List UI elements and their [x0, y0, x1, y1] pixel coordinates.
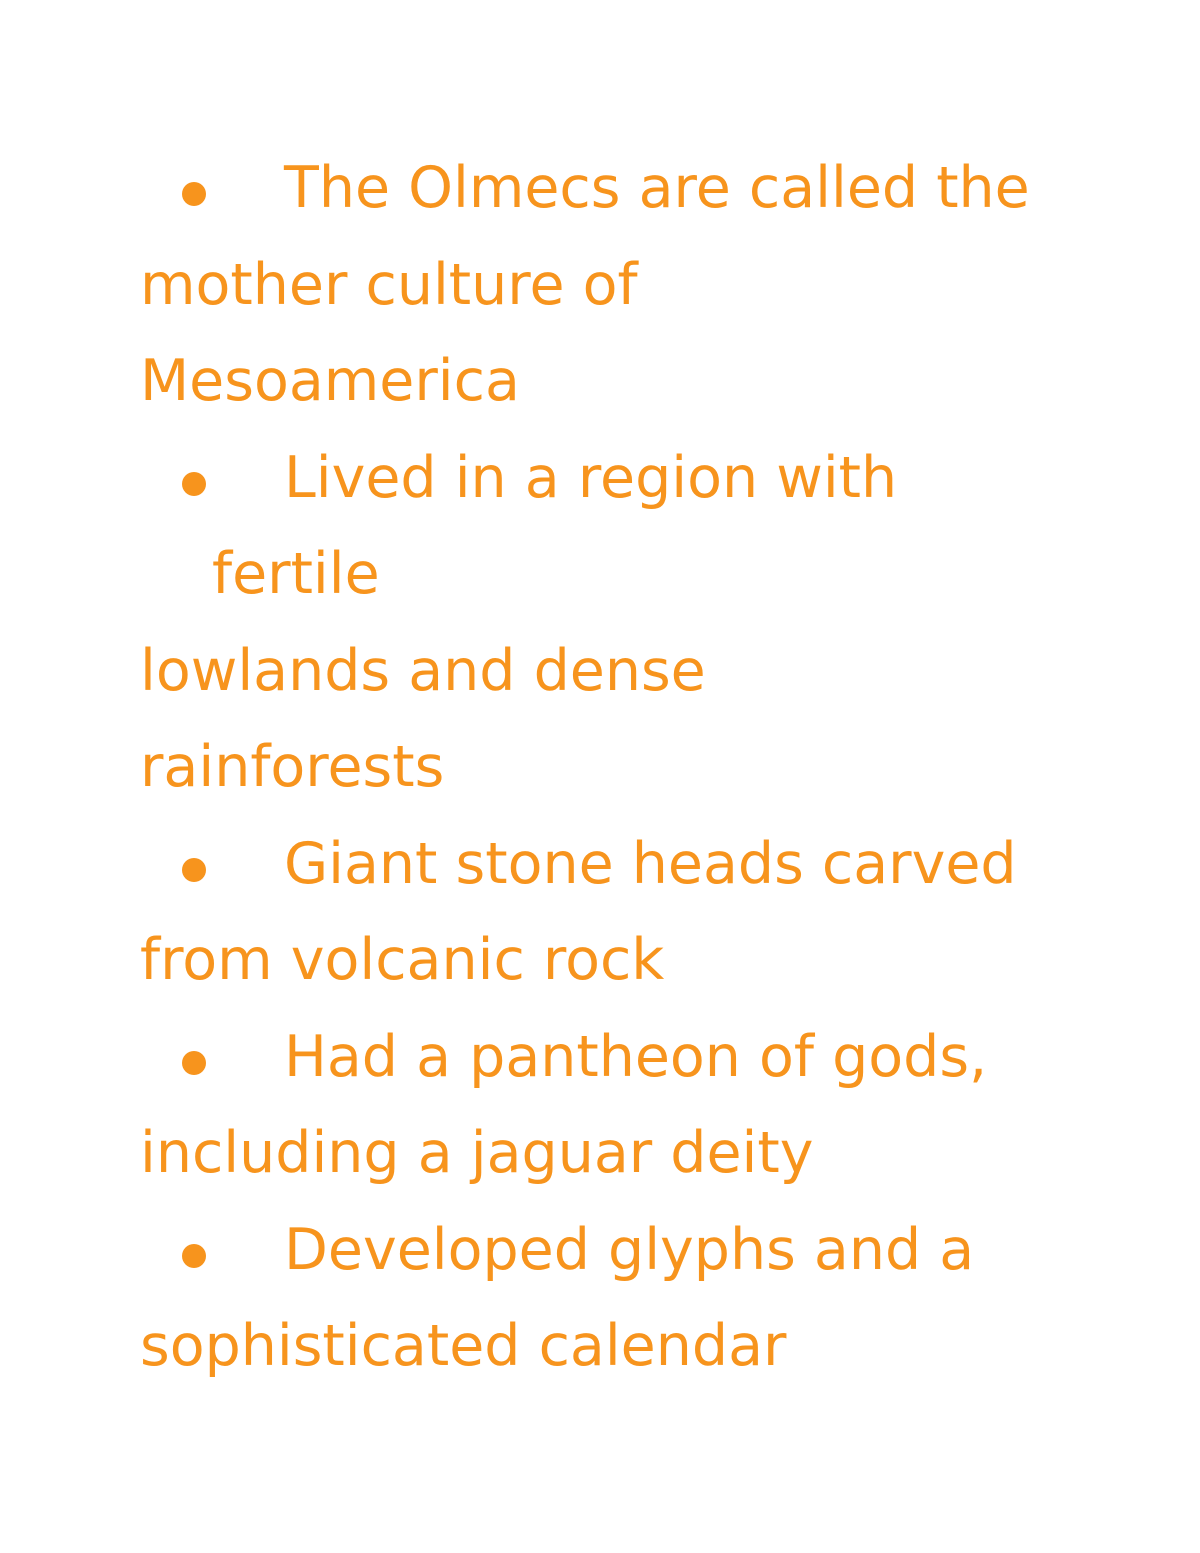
bullet-dot-icon: [182, 472, 206, 496]
bullet-dot-icon: [182, 858, 206, 882]
list-item: [0, 140, 1200, 430]
bullet-dot-icon: [182, 1051, 206, 1075]
bullet-list: [0, 140, 1200, 1395]
bullet-dot-icon: [182, 182, 206, 206]
bullet-text: Giant stone heads carved from volcanic rock: [140, 830, 1017, 993]
list-item: [0, 1009, 1200, 1202]
list-item: [0, 430, 1200, 816]
bullet-text: Had a pantheon of gods, including a jaguar deity: [140, 1023, 988, 1186]
bullet-text: The Olmecs are called the mother culture of Mesoamerica: [140, 155, 1030, 414]
list-item: [0, 816, 1200, 1009]
bullet-text: Developed glyphs and a sophisticated calendar: [140, 1216, 975, 1379]
bullet-text: Lived in a region with fertile lowlands and dense rainforests: [140, 444, 898, 800]
list-item: [0, 1202, 1200, 1395]
bullet-dot-icon: [182, 1244, 206, 1268]
